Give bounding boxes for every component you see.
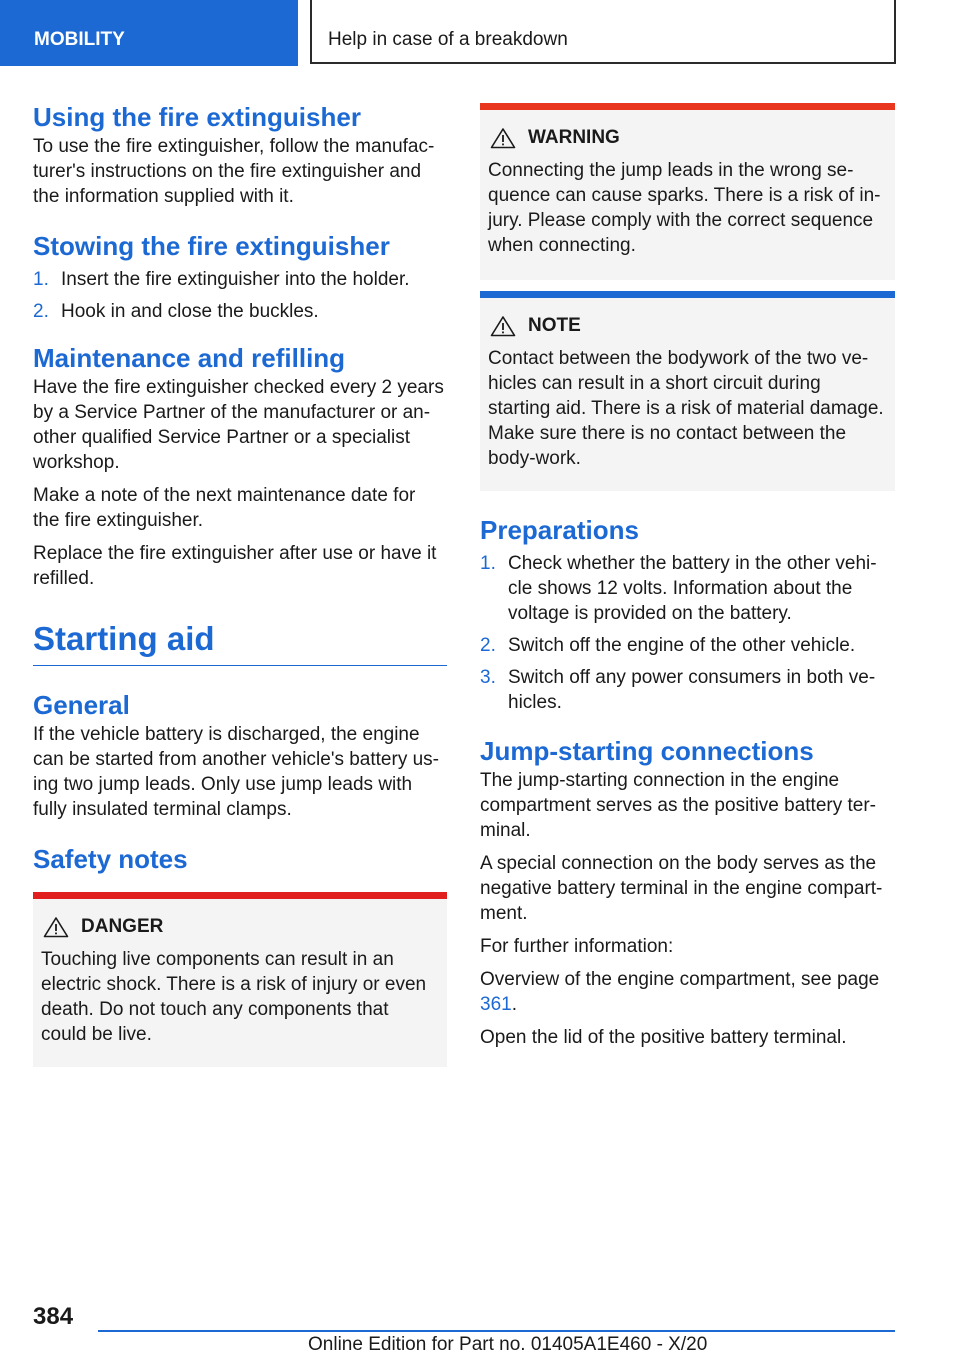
warning-box: [480, 103, 895, 280]
section-label: MOBILITY: [0, 0, 298, 66]
heading-using-extinguisher: Using the fire extinguisher: [33, 102, 361, 132]
page-number: 384: [33, 1303, 74, 1330]
paragraph-jump-1: The jump-starting connection in the engine compartment serves as the positive battery ter-minal.: [480, 770, 876, 841]
page-reference-link[interactable]: 361: [480, 994, 512, 1015]
paragraph-jump-4: Overview of the engine compartment, see page 361.: [480, 969, 880, 1015]
paragraph-jump-5: Open the lid of the positive battery terminal.: [480, 1027, 847, 1048]
list-item: 1. Insert the fire extinguisher into the holder.: [33, 269, 410, 290]
note-label: NOTE: [528, 315, 581, 336]
edition-label: Online Edition for Part no. 01405A1E460 - X/20: [308, 1334, 708, 1355]
warning-label: WARNING: [528, 127, 620, 148]
right-column: [480, 103, 895, 1050]
stowing-steps-list: [33, 267, 447, 324]
paragraph-jump-2: A special connection on the body serves as the negative battery terminal in the engine compart-ment.: [480, 853, 883, 924]
warning-triangle-icon: [43, 916, 69, 938]
paragraph-maintenance-2: Make a note of the next maintenance date for the fire extinguisher.: [33, 485, 416, 531]
page-header: [0, 0, 960, 66]
paragraph-general: If the vehicle battery is discharged, the engine can be started from another vehicle's battery us-ing two jump leads. Only use jump leads with fully insulated terminal clamps.: [33, 724, 439, 820]
preparation-steps-list: [480, 551, 895, 715]
left-column: [33, 100, 447, 1067]
paragraph-jump-3: For further information:: [480, 936, 674, 957]
heading-stowing-extinguisher: Stowing the fire extinguisher: [33, 231, 390, 261]
paragraph-maintenance-3: Replace the fire extinguisher after use or have it refilled.: [33, 543, 437, 589]
note-text: Contact between the bodywork of the two ve-hicles can result in a short circuit during starting aid. There is a risk of material damage. Make sure there is no contact between the body-work.: [488, 348, 884, 469]
heading-general: General: [33, 690, 130, 720]
heading-maintenance: Maintenance and refilling: [33, 343, 346, 373]
warning-triangle-icon: [490, 315, 516, 337]
footer-divider: [98, 1330, 895, 1332]
danger-text: Touching live components can result in an electric shock. There is a risk of injury or even death. Do not touch any components that could be live.: [41, 949, 427, 1045]
chapter-title: Help in case of a breakdown: [310, 0, 896, 64]
note-box: [480, 291, 895, 491]
list-item: 2. Hook in and close the buckles.: [33, 301, 319, 322]
danger-box: [33, 892, 447, 1067]
paragraph-using-extinguisher: To use the fire extinguisher, follow the manufac-turer's instructions on the fire extinguisher and the information supplied with it.: [33, 136, 435, 207]
danger-label: DANGER: [81, 916, 164, 937]
heading-safety-notes: Safety notes: [33, 844, 188, 874]
warning-text: Connecting the jump leads in the wrong se-quence can cause sparks. There is a risk of in-jury. Please comply with the correct sequence when connecting.: [488, 160, 881, 256]
list-item: 1. Check whether the battery in the other vehi-cle shows 12 volts. Information about the voltage is provided on the battery.: [480, 553, 877, 624]
paragraph-maintenance-1: Have the fire extinguisher checked every 2 years by a Service Partner of the manufacturer or an-other qualified Service Partner or a specialist workshop.: [33, 377, 444, 473]
list-item: 2. Switch off the engine of the other vehicle.: [480, 635, 856, 656]
heading-preparations: Preparations: [480, 515, 639, 545]
heading-starting-aid: Starting aid: [33, 617, 447, 666]
list-item: 3. Switch off any power consumers in both ve-hicles.: [480, 667, 876, 713]
heading-jump-starting: Jump-starting connections: [480, 736, 814, 766]
warning-triangle-icon: [490, 127, 516, 149]
